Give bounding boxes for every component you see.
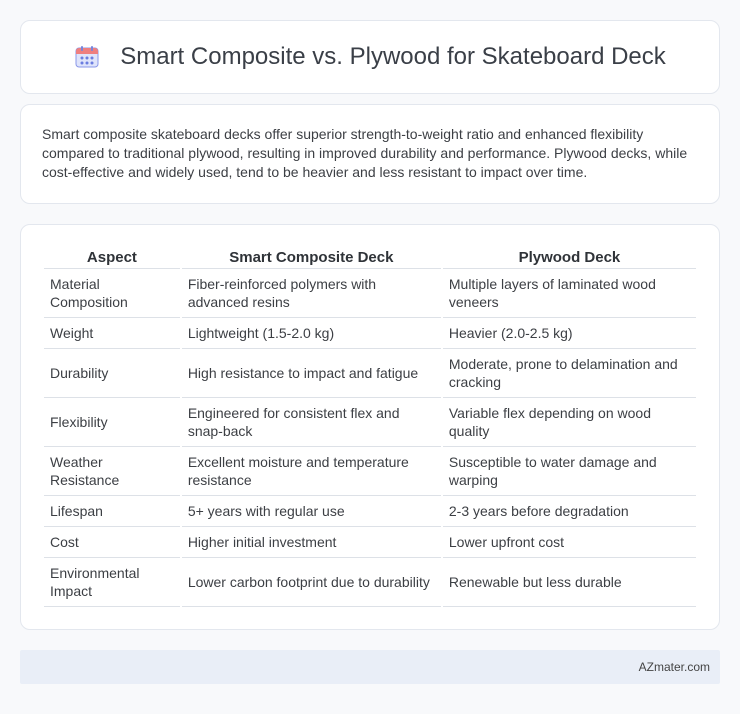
- row-composite-value: Excellent moisture and temperature resistance: [182, 447, 441, 496]
- comparison-table: [42, 247, 698, 607]
- footer-brand[interactable]: AZmater.com: [638, 660, 710, 674]
- row-aspect: Weight: [44, 318, 180, 349]
- column-header-smart-composite: Smart Composite Deck: [182, 247, 441, 269]
- comparison-table-card: [20, 224, 720, 630]
- footer: [20, 650, 720, 684]
- table-row: [44, 318, 696, 349]
- row-plywood-value: Variable flex depending on wood quality: [443, 398, 696, 447]
- row-plywood-value: Heavier (2.0-2.5 kg): [443, 318, 696, 349]
- header-card: [20, 20, 720, 94]
- row-composite-value: Lightweight (1.5-2.0 kg): [182, 318, 441, 349]
- row-composite-value: Lower carbon footprint due to durability: [182, 558, 441, 607]
- table-row: [44, 558, 696, 607]
- row-plywood-value: Renewable but less durable: [443, 558, 696, 607]
- row-aspect: Lifespan: [44, 496, 180, 527]
- row-plywood-value: Moderate, prone to delamination and cracking: [443, 349, 696, 398]
- row-composite-value: 5+ years with regular use: [182, 496, 441, 527]
- row-composite-value: Fiber-reinforced polymers with advanced resins: [182, 269, 441, 318]
- table-row: [44, 349, 696, 398]
- row-plywood-value: Susceptible to water damage and warping: [443, 447, 696, 496]
- page-title: Smart Composite vs. Plywood for Skateboard Deck: [120, 43, 666, 70]
- row-composite-value: Engineered for consistent flex and snap-back: [182, 398, 441, 447]
- row-aspect: Durability: [44, 349, 180, 398]
- row-aspect: Material Composition: [44, 269, 180, 318]
- intro-card: [20, 104, 720, 204]
- row-aspect: Weather Resistance: [44, 447, 180, 496]
- row-plywood-value: Multiple layers of laminated wood veneers: [443, 269, 696, 318]
- row-composite-value: High resistance to impact and fatigue: [182, 349, 441, 398]
- table-row: [44, 447, 696, 496]
- table-row: [44, 269, 696, 318]
- table-row: [44, 398, 696, 447]
- row-composite-value: Higher initial investment: [182, 527, 441, 558]
- column-header-aspect: Aspect: [44, 247, 180, 269]
- row-aspect: Environmental Impact: [44, 558, 180, 607]
- row-plywood-value: 2-3 years before degradation: [443, 496, 696, 527]
- row-aspect: Cost: [44, 527, 180, 558]
- intro-text: Smart composite skateboard decks offer superior strength-to-weight ratio and enhanced flexibility compared to traditional plywood, resulting in improved durability and performance. Plywood decks, while cost-effective and widely used, tend to be heavier and less resistant to impact over time.: [42, 126, 688, 180]
- row-plywood-value: Lower upfront cost: [443, 527, 696, 558]
- column-header-plywood: Plywood Deck: [443, 247, 696, 269]
- table-row: [44, 527, 696, 558]
- calendar-icon: [74, 45, 100, 69]
- row-aspect: Flexibility: [44, 398, 180, 447]
- table-header-row: [44, 247, 696, 269]
- table-row: [44, 496, 696, 527]
